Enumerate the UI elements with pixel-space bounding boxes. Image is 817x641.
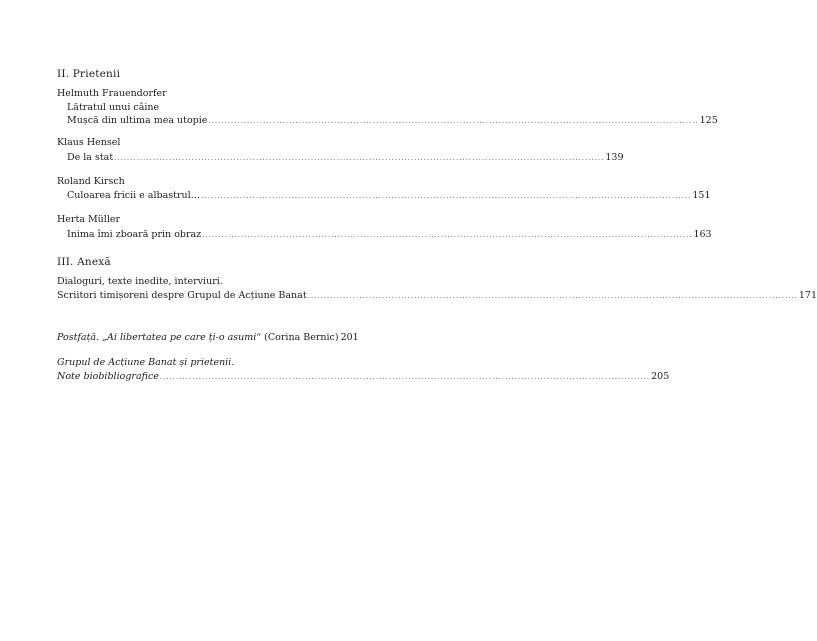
author-muller: Herta Müller bbox=[57, 214, 121, 225]
toc-page-number: 125 bbox=[699, 115, 718, 126]
toc-entry-title: Culoarea fricii e albastrul… bbox=[67, 190, 201, 201]
toc-entry-grupul[interactable] bbox=[57, 371, 670, 383]
toc-entry-hensel[interactable] bbox=[67, 152, 624, 164]
dot-leader: ........................................................................................................................................................ bbox=[159, 373, 651, 381]
toc-entry-frauendorfer[interactable] bbox=[67, 115, 718, 127]
toc-entry-kirsch[interactable] bbox=[67, 190, 711, 202]
postfata-credit: (Corina Bernic) bbox=[261, 332, 339, 343]
entry-grupul-line1: Grupul de Acțiune Banat și prietenii. bbox=[57, 357, 235, 368]
dot-leader: ........................................................................................................................................................ bbox=[208, 117, 699, 125]
dot-leader: ........................................................................................................................................................ bbox=[114, 154, 605, 162]
postfata-quote: . „Ai libertatea pe care ți-o asumi“ bbox=[96, 332, 262, 343]
dot-leader: ........................................................................................................................................................ bbox=[201, 192, 692, 200]
entry-frauendorfer-line1: Lătratul unui câine bbox=[67, 102, 160, 113]
dot-leader: ........................................................................................................................................................ bbox=[202, 231, 693, 239]
toc-entry-title: De la stat bbox=[67, 152, 114, 163]
toc-page-number: 151 bbox=[692, 190, 711, 201]
toc-entry-title: Mușcă din ultima mea utopie bbox=[67, 115, 208, 126]
toc-page-number: 205 bbox=[651, 371, 670, 382]
author-hensel: Klaus Hensel bbox=[57, 137, 121, 148]
entry-anexa-line1: Dialoguri, texte inedite, interviuri. bbox=[57, 276, 223, 287]
postfata-label: Postfață bbox=[57, 332, 97, 343]
toc-entry-title: Note biobibliografice bbox=[57, 371, 159, 382]
author-frauendorfer: Helmuth Frauendorfer bbox=[57, 88, 167, 99]
dot-leader: ........................................................................................................................................................ bbox=[307, 292, 798, 300]
toc-entry-muller[interactable] bbox=[67, 229, 712, 241]
toc-entry-postfata[interactable] bbox=[57, 332, 357, 344]
section-title-anexa: III. Anexă bbox=[57, 256, 111, 268]
section-title-prieteni: II. Prietenii bbox=[57, 68, 121, 80]
toc-page-number: 201 bbox=[340, 332, 359, 343]
toc-entry-title: Scriitori timișoreni despre Grupul de Acțiune Banat bbox=[57, 290, 307, 301]
toc-entry-title: Inima îmi zboară prin obraz bbox=[67, 229, 202, 240]
toc-entry-anexa[interactable] bbox=[57, 290, 817, 302]
toc-page-number: 163 bbox=[693, 229, 712, 240]
author-kirsch: Roland Kirsch bbox=[57, 176, 125, 187]
toc-page-number: 171 bbox=[798, 290, 817, 301]
toc-page-number: 139 bbox=[605, 152, 624, 163]
